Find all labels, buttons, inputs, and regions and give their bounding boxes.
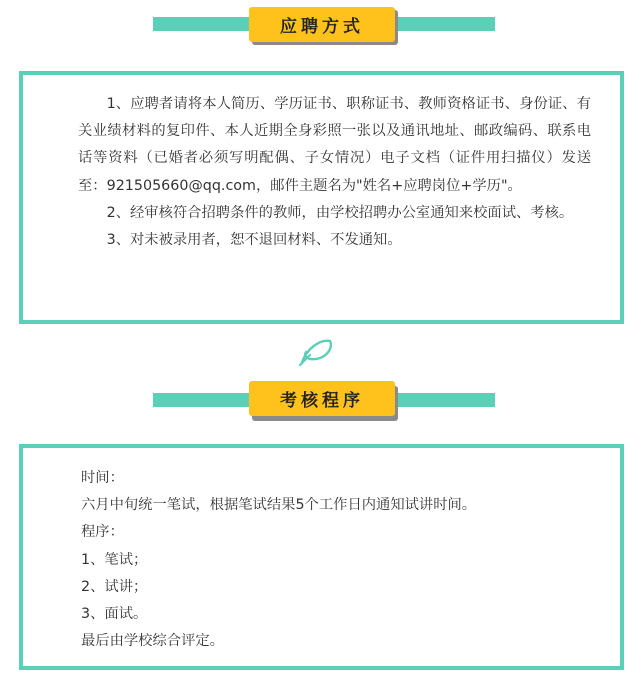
- application-paragraph-3: 3、对未被录用者，恕不退回材料、不发通知。: [106, 232, 402, 249]
- leaf-swirl-icon: [296, 335, 336, 367]
- section-title-assessment: 考核程序: [249, 381, 395, 416]
- assessment-line-step-3: 3、面试。: [81, 606, 148, 623]
- assessment-line-final: 最后由学校综合评定。: [81, 633, 224, 650]
- application-method-box: [19, 71, 624, 324]
- application-paragraph-2: 2、经审核符合招聘条件的教师，由学校招聘办公室通知来校面试、考核。: [106, 204, 574, 221]
- assessment-line-time-label: 时间：: [81, 470, 124, 486]
- assessment-line-time-detail: 六月中旬统一笔试，根据笔试结果5个工作日内通知试讲时间。: [81, 497, 477, 514]
- assessment-line-procedure-label: 程序：: [81, 524, 124, 541]
- section-title-application: 应聘方式: [249, 7, 395, 42]
- assessment-line-step-1: 1、笔试；: [81, 551, 148, 568]
- section-header-application: [0, 4, 643, 44]
- assessment-process-box: [19, 444, 624, 670]
- section-header-assessment: [0, 380, 643, 420]
- assessment-line-step-2: 2、试讲；: [81, 578, 148, 595]
- application-paragraph-1: 1、应聘者请将本人简历、学历证书、职称证书、教师资格证书、身份证、有关业绩材料的复印件、本人近期全身彩照一张以及通讯地址、邮政编码、联系电话等资料（已婚者必须写明配偶、子女情况）电子文档（证件用扫描仪）发送至：921505660@qq.com，邮件主题名为"姓名+应聘岗位+学历"。: [78, 96, 591, 194]
